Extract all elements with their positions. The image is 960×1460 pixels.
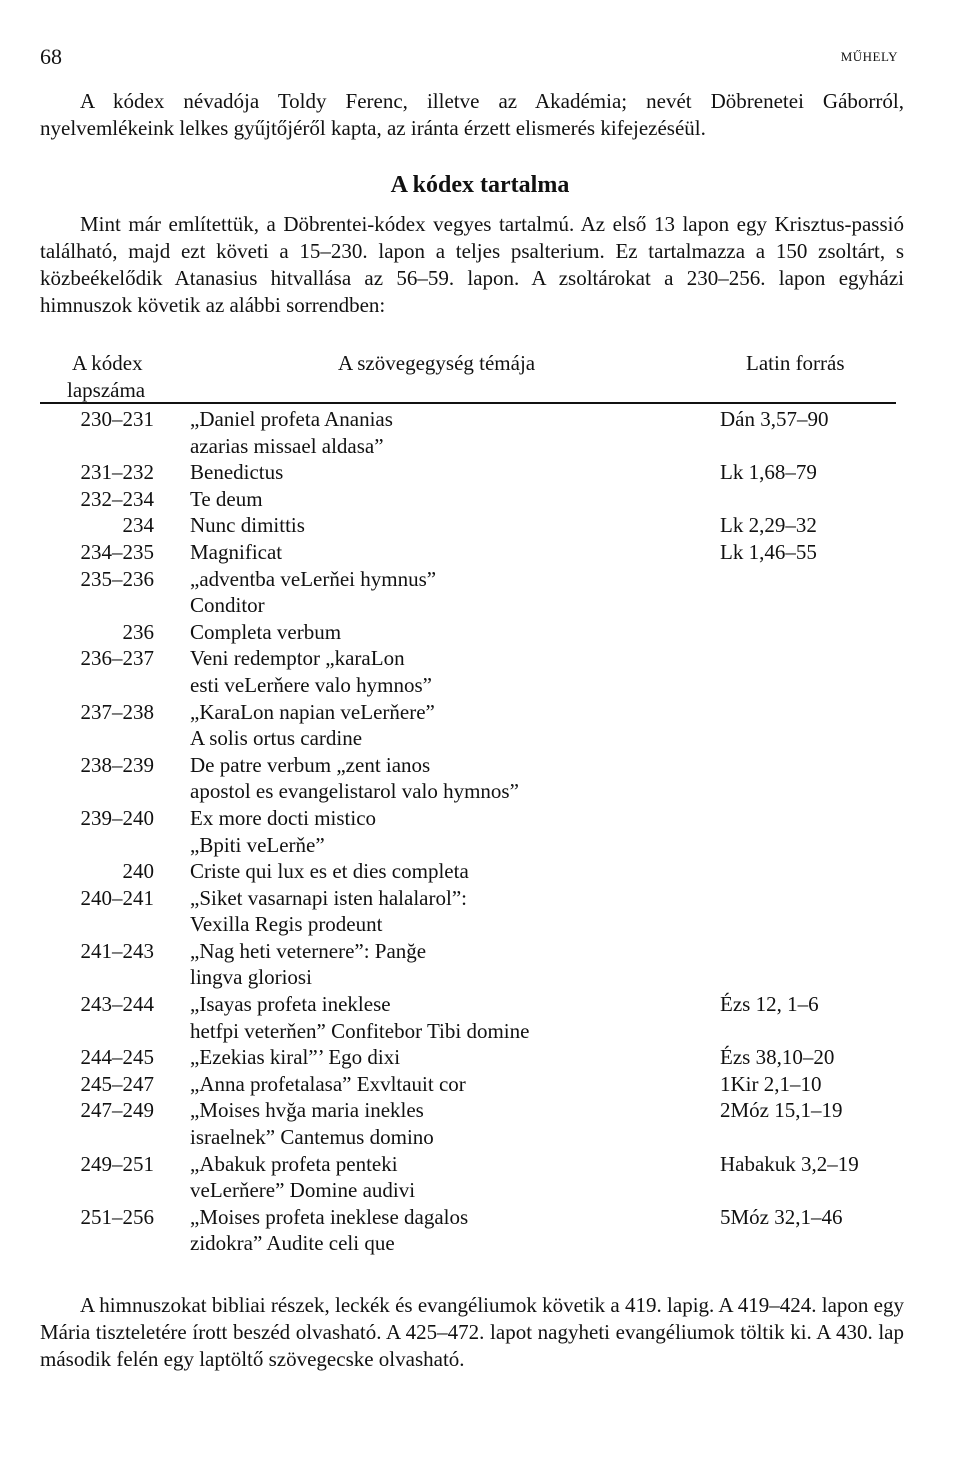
row-topic	[190, 1044, 700, 1071]
row-pages: 240–241	[80, 885, 154, 910]
row-pages: 245–247	[80, 1071, 154, 1096]
row-pages: 239–240	[80, 805, 154, 830]
row-pages: 241–243	[80, 938, 154, 963]
row-topic-line: Vexilla Regis prodeunt	[190, 912, 383, 937]
row-topic-line: azarias missael aldasa”	[190, 433, 384, 458]
row-topic-line: Nunc dimittis	[190, 513, 305, 538]
table-row	[0, 406, 960, 459]
row-topic-line: „Nag heti veternere”: Panğe	[190, 938, 427, 963]
table-row	[0, 566, 960, 619]
row-latin-source: 1Kir 2,1–10	[720, 1071, 822, 1096]
row-pages: 235–236	[80, 566, 154, 591]
col-header-pages-line1: A kódex	[72, 351, 143, 375]
row-topic-line: Veni redemptor „karaLon	[190, 646, 405, 671]
row-topic-line: Conditor	[190, 593, 265, 618]
row-topic-line: „KaraLon napian veLerňere”	[190, 699, 435, 724]
row-latin-source: Lk 1,46–55	[720, 539, 817, 564]
table-row	[0, 486, 960, 513]
table-row	[0, 1097, 960, 1150]
row-topic	[190, 566, 700, 619]
row-topic-line: Magnificat	[190, 539, 283, 564]
col-header-topic: A szövegegység témája	[338, 351, 536, 375]
row-pages: 244–245	[80, 1045, 154, 1070]
table-row	[0, 1151, 960, 1204]
page-number: 68	[40, 44, 62, 69]
table-row	[0, 752, 960, 805]
row-topic-line: zidokra” Audite celi que	[190, 1231, 395, 1256]
running-head: MŰHELY	[840, 49, 898, 64]
row-topic-line: „Daniel profeta Ananias	[190, 407, 393, 431]
row-topic	[190, 858, 700, 885]
row-pages: 237–238	[80, 699, 154, 724]
row-pages: 247–249	[80, 1098, 154, 1123]
row-topic-line: „Moises hvğa maria inekles	[190, 1098, 424, 1123]
table-row	[0, 1204, 960, 1257]
row-topic-line: „Isayas profeta ineklese	[190, 992, 391, 1017]
row-topic	[190, 991, 700, 1044]
section-title: A kódex tartalma	[390, 172, 570, 198]
row-topic	[190, 486, 700, 513]
row-latin-source: Lk 2,29–32	[720, 513, 817, 538]
table-row	[0, 991, 960, 1044]
table-header-rule	[40, 402, 896, 404]
row-pages: 236–237	[80, 646, 154, 671]
row-pages: 234	[122, 513, 154, 538]
row-topic-line: Ex more docti mistico	[190, 805, 377, 830]
row-topic-line: apostol es evangelistarol valo hymnos”	[190, 779, 519, 804]
row-topic	[190, 1204, 700, 1257]
row-topic-line: De patre verbum „zent ianos	[190, 752, 431, 777]
row-topic	[190, 459, 700, 486]
row-topic-line: „Moises profeta ineklese dagalos	[190, 1204, 469, 1229]
table-row	[0, 938, 960, 991]
table-row	[0, 459, 960, 486]
table-row	[0, 539, 960, 566]
row-pages: 234–235	[80, 539, 154, 564]
row-pages: 243–244	[80, 992, 154, 1017]
row-pages: 230–231	[80, 407, 154, 431]
table-row	[0, 1071, 960, 1098]
table-row	[0, 512, 960, 539]
row-topic-line: „Ezekias kiral”’ Ego dixi	[190, 1045, 401, 1070]
row-topic-line: Criste qui lux es et dies completa	[190, 859, 469, 884]
intro-paragraph: A kódex névadója Toldy Ferenc, illetve az Akadémia; nevét Döbrenetei Gáborról, nyelvemlékeink lelkes gyűjtőjéről kapta, az iránta érzett elismerés kifejezéséül.	[40, 89, 904, 140]
row-topic-line: israelnek” Cantemus domino	[190, 1125, 434, 1150]
col-header-pages-line2: lapszáma	[67, 378, 146, 402]
col-header-latin: Latin forrás	[746, 351, 845, 375]
closing-paragraph: A himnuszokat bibliai részek, leckék és evangéliumok követik a 419. lapig. A 419–424. lapon egy Mária tiszteletére írott beszéd olvasható. A 425–472. lapot nagyheti evangéliumok töltik ki. A 430. lap második felén egy laptöltő szövegecske olvasható.	[40, 1293, 904, 1371]
table-row	[0, 619, 960, 646]
row-topic-line: Benedictus	[190, 460, 284, 485]
row-topic	[190, 885, 700, 938]
row-latin-source: 5Móz 32,1–46	[720, 1204, 843, 1229]
row-topic	[190, 1071, 700, 1098]
row-topic-line: Completa verbum	[190, 619, 342, 644]
section-paragraph: Mint már említettük, a Döbrentei-kódex vegyes tartalmú. Az első 13 lapon egy Krisztus-passió található, majd ezt követi a 15–230. lapon a teljes psalterium. Ez tartalmazza a 150 zsoltárt, s közbeékelődik Atanasius hitvallása az 56–59. lapon. A zsoltárokat a 230–256. lapon egyházi himnuszok követik az alábbi sorrendben:	[40, 212, 904, 317]
row-latin-source: Dán 3,57–90	[720, 407, 829, 431]
row-topic	[190, 699, 700, 752]
row-topic-line: „Abakuk profeta penteki	[190, 1151, 398, 1176]
row-latin-source: Habakuk 3,2–19	[720, 1151, 859, 1176]
row-pages: 251–256	[80, 1204, 154, 1229]
row-topic-line: lingva gloriosi	[190, 965, 312, 990]
row-topic-line: A solis ortus cardine	[190, 726, 363, 751]
table-row	[0, 805, 960, 858]
row-latin-source: 2Móz 15,1–19	[720, 1098, 843, 1123]
row-topic	[190, 1151, 700, 1204]
row-topic-line: „adventba veLerňei hymnus”	[190, 566, 437, 591]
row-topic-line: „Bpiti veLerňe”	[190, 832, 325, 857]
row-latin-source: Ézs 38,10–20	[720, 1045, 835, 1070]
row-pages: 249–251	[80, 1151, 154, 1176]
row-pages: 238–239	[80, 752, 154, 777]
row-pages: 236	[122, 619, 154, 644]
row-topic	[190, 406, 700, 459]
row-topic	[190, 805, 700, 858]
row-topic-line: „Siket vasarnapi isten halalarol”:	[190, 885, 467, 910]
row-pages: 231–232	[80, 460, 154, 485]
row-topic-line: Te deum	[190, 486, 263, 511]
col-header-pages	[67, 350, 146, 404]
table-row	[0, 645, 960, 698]
row-topic-line: hetfpi veterňen” Confitebor Tibi domine	[190, 1018, 530, 1043]
row-topic	[190, 752, 700, 805]
table-row	[0, 1044, 960, 1071]
row-topic	[190, 938, 700, 991]
row-topic	[190, 539, 700, 566]
row-topic-line: veLerňere” Domine audivi	[190, 1178, 416, 1203]
row-topic	[190, 1097, 700, 1150]
table-row	[0, 699, 960, 752]
row-topic-line: „Anna profetalasa” Exvltauit cor	[190, 1071, 466, 1096]
row-topic	[190, 645, 700, 698]
row-latin-source: Ézs 12, 1–6	[720, 992, 819, 1017]
row-latin-source: Lk 1,68–79	[720, 460, 817, 485]
hymn-table	[0, 406, 960, 1257]
row-pages: 232–234	[80, 486, 154, 511]
row-topic	[190, 619, 700, 646]
row-topic	[190, 512, 700, 539]
table-row	[0, 858, 960, 885]
row-topic-line: esti veLerňere valo hymnos”	[190, 672, 432, 697]
table-row	[0, 885, 960, 938]
row-pages: 240	[122, 859, 154, 884]
